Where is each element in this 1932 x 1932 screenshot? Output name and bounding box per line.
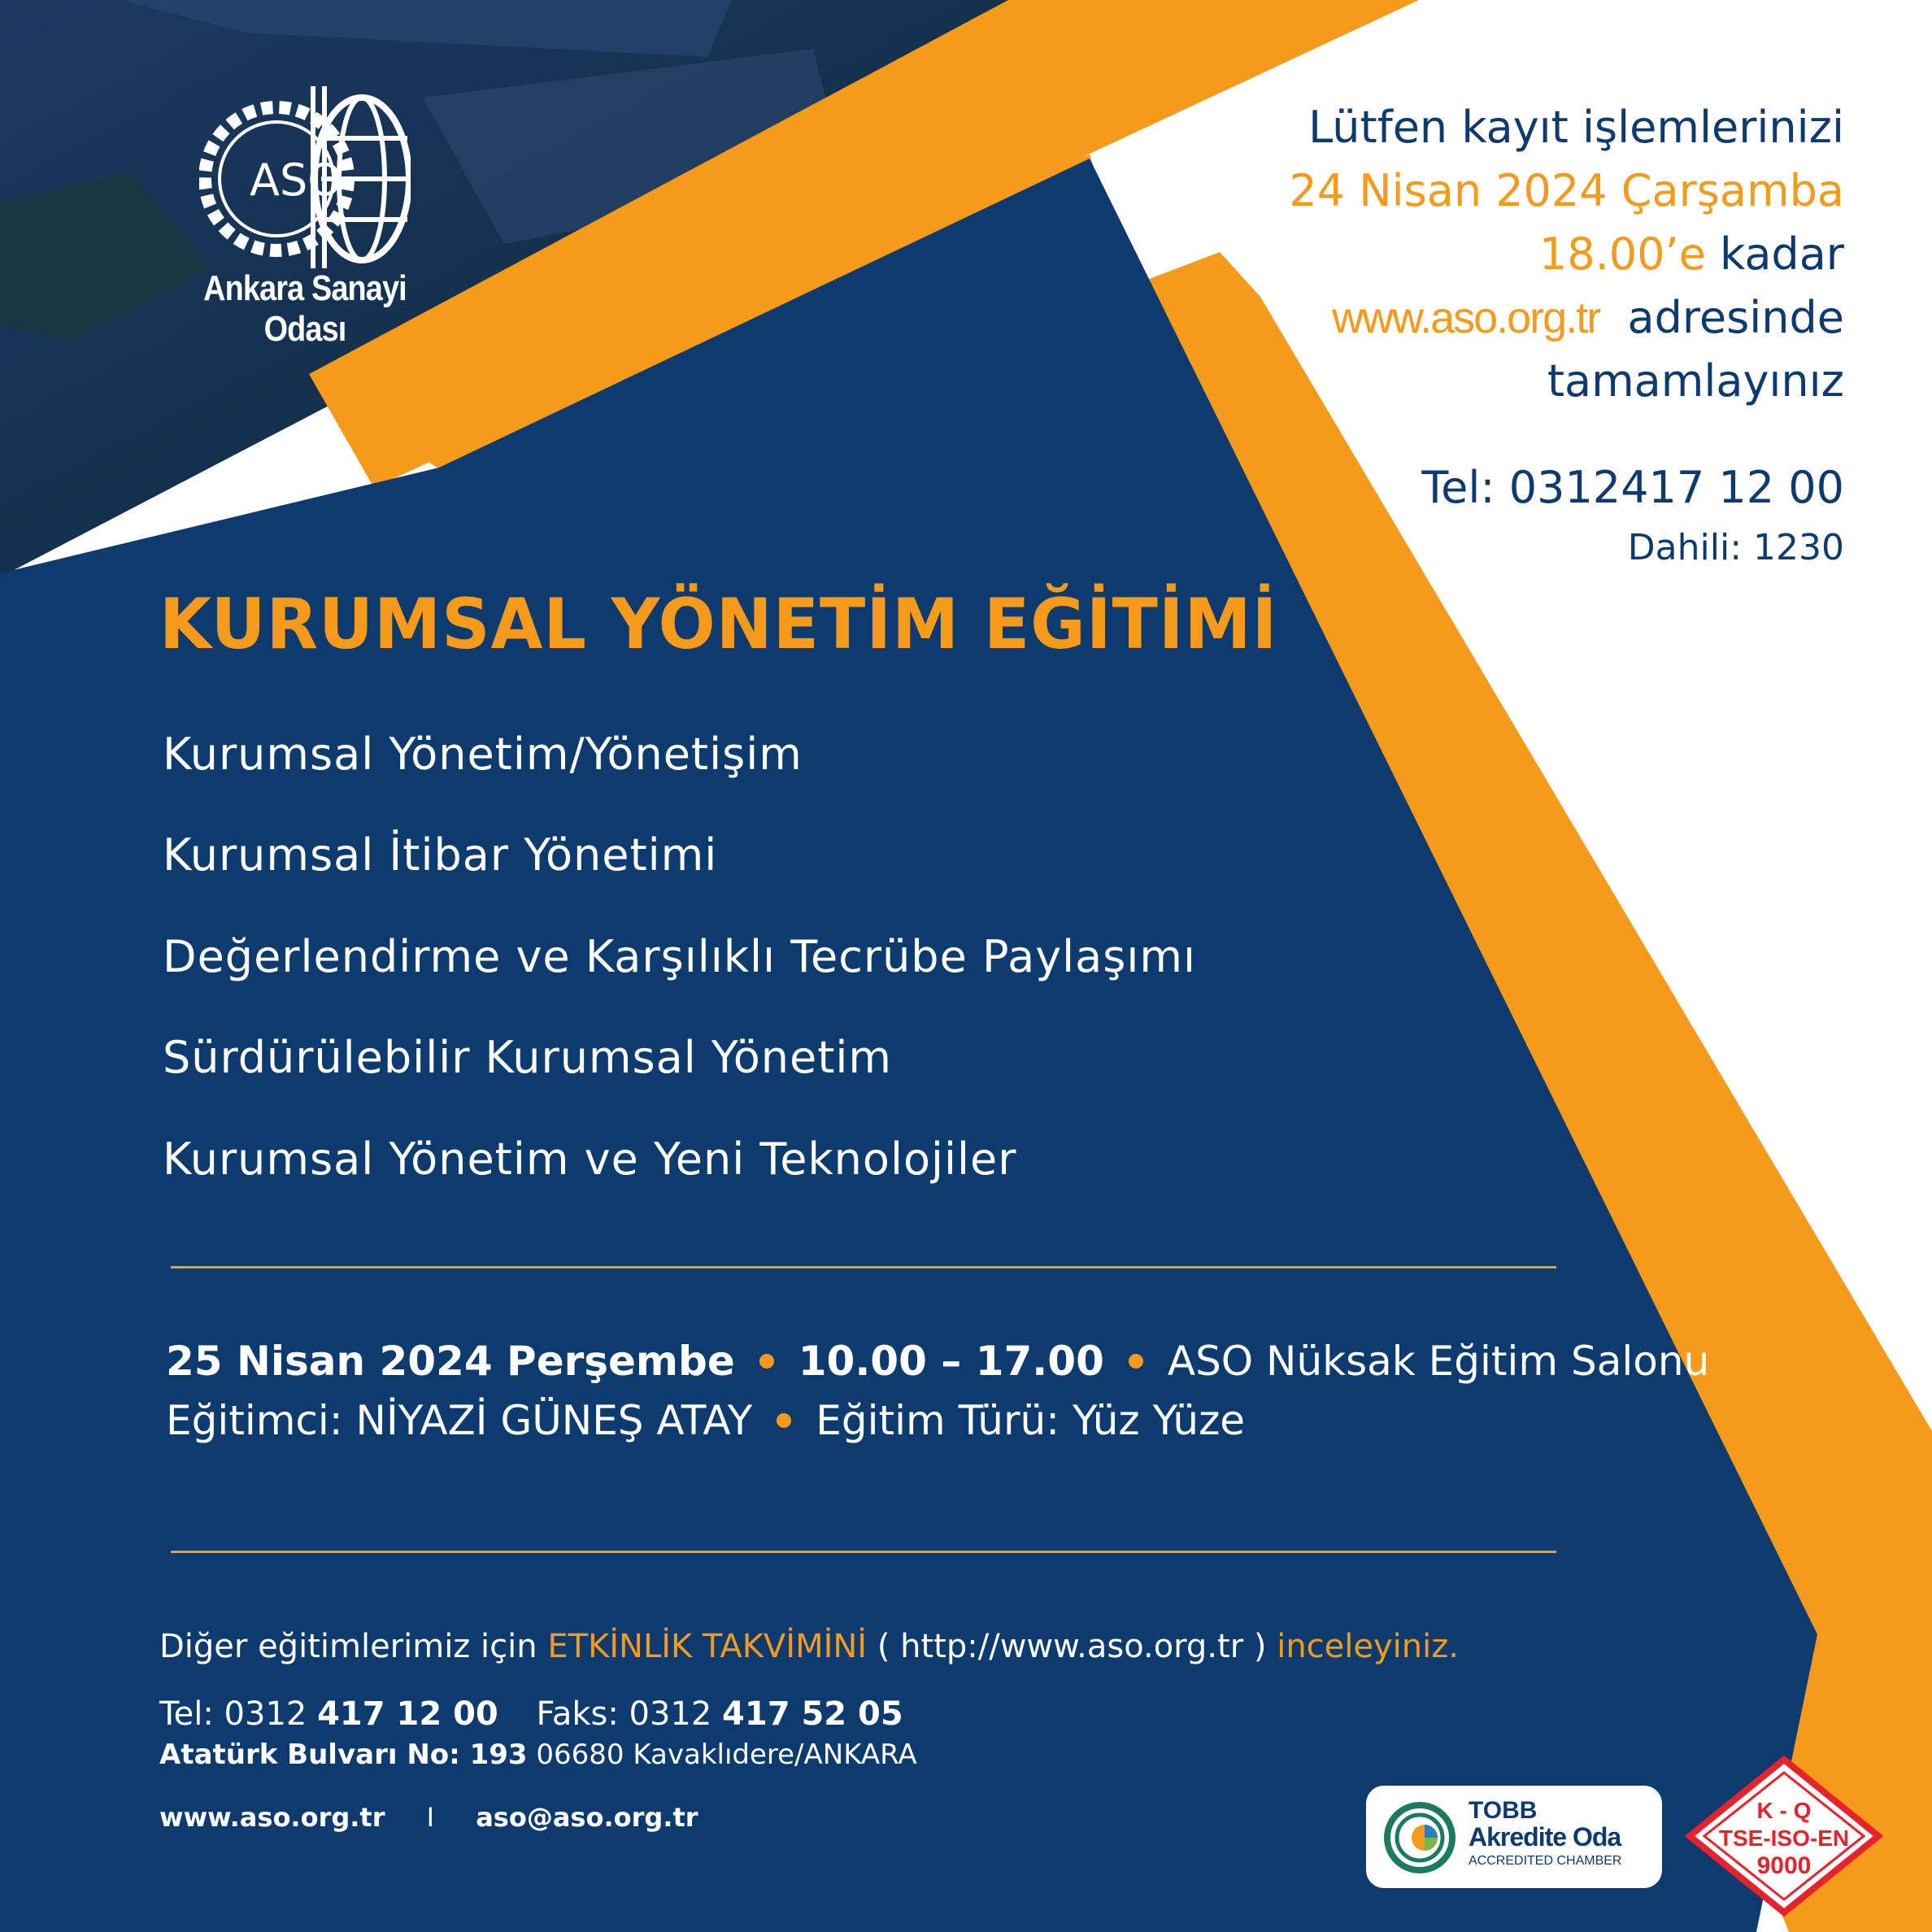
address-city: 06680 Kavaklıdere/ANKARA (536, 1738, 917, 1771)
topic-item: Sürdürülebilir Kurumsal Yönetim (163, 1032, 893, 1083)
divider (171, 1266, 1556, 1268)
contact-phone-fax (159, 1695, 903, 1733)
registration-website-suffix: adresinde (1627, 292, 1844, 343)
footer-web-link[interactable]: www.aso.org.tr (159, 1802, 385, 1833)
tobb-line2: Akredite Oda (1469, 1822, 1621, 1852)
other-prefix: Diğer eğitimlerimiz için (159, 1628, 537, 1665)
tse-line3: 9000 (1756, 1852, 1812, 1879)
tobb-badge (1366, 1786, 1662, 1888)
fax-number: 417 52 05 (722, 1695, 903, 1733)
event-type: Eğitim Türü: Yüz Yüze (816, 1397, 1246, 1444)
topic-item: Kurumsal Yönetim ve Yeni Teknolojiler (163, 1134, 1017, 1185)
event-trainer: Eğitimci: NİYAZİ GÜNEŞ ATAY (166, 1397, 753, 1444)
logo-letters: ASO (250, 154, 342, 206)
page-title: KURUMSAL YÖNETİM EĞİTİMİ (159, 584, 1278, 665)
bullet-icon (1129, 1354, 1143, 1368)
tobb-line3: ACCREDITED CHAMBER (1469, 1854, 1622, 1868)
other-trainings (159, 1628, 1459, 1665)
tel-number: 417 12 00 (317, 1695, 498, 1733)
tse-line1: K - Q (1756, 1798, 1812, 1823)
event-info-line2 (166, 1397, 1245, 1444)
other-suffix: inceleyiniz. (1277, 1628, 1459, 1665)
event-place: ASO Nüksak Eğitim Salonu (1167, 1338, 1710, 1385)
topic-item: Kurumsal Yönetim/Yönetişim (163, 729, 803, 780)
registration-time: 18.00’e (1538, 228, 1706, 280)
web-email (159, 1802, 698, 1833)
event-info-line1 (166, 1338, 1709, 1385)
topic-item: Kurumsal İtibar Yönetimi (163, 829, 718, 881)
event-time: 10.00 – 17.00 (798, 1338, 1104, 1385)
registration-line5: tamamlayınız (1547, 355, 1844, 407)
registration-info (1289, 96, 1844, 413)
address (159, 1738, 917, 1771)
registration-line1: Lütfen kayıt işlemlerinizi (1308, 102, 1844, 153)
registration-date: 24 Nisan 2024 Çarşamba (1289, 165, 1844, 216)
tobb-line1: TOBB (1469, 1797, 1538, 1824)
divider (171, 1551, 1556, 1553)
footer-email-link[interactable]: aso@aso.org.tr (476, 1802, 698, 1833)
registration-extension: Dahili: 1230 (1627, 527, 1844, 568)
address-street: Atatürk Bulvarı No: 193 (159, 1738, 528, 1771)
registration-tel: Tel: 0312417 12 00 (1421, 462, 1844, 513)
bullet-icon (777, 1413, 791, 1428)
fax-label: Faks: 0312 (536, 1695, 712, 1733)
event-date: 25 Nisan 2024 Perşembe (166, 1338, 735, 1385)
other-link[interactable]: ( http://www.aso.org.tr ) (877, 1628, 1267, 1665)
aso-logo-icon (199, 81, 411, 276)
topic-item: Değerlendirme ve Karşılıklı Tecrübe Paylaşımı (163, 931, 1196, 982)
tel-label: Tel: 0312 (159, 1695, 307, 1733)
bullet-icon (759, 1354, 774, 1368)
registration-website-link[interactable]: www.aso.org.tr (1332, 294, 1600, 342)
footer-separator: I (426, 1802, 435, 1833)
tse-iso-badge (1685, 1755, 1883, 1917)
registration-time-suffix: kadar (1720, 228, 1844, 280)
org-name: Ankara Sanayi Odası (203, 268, 407, 349)
tse-line2: TSE-ISO-EN (1718, 1825, 1850, 1851)
event-calendar-link[interactable]: ETKİNLİK TAKVİMİNİ (547, 1628, 868, 1665)
tobb-logo-icon (1373, 1786, 1462, 1888)
